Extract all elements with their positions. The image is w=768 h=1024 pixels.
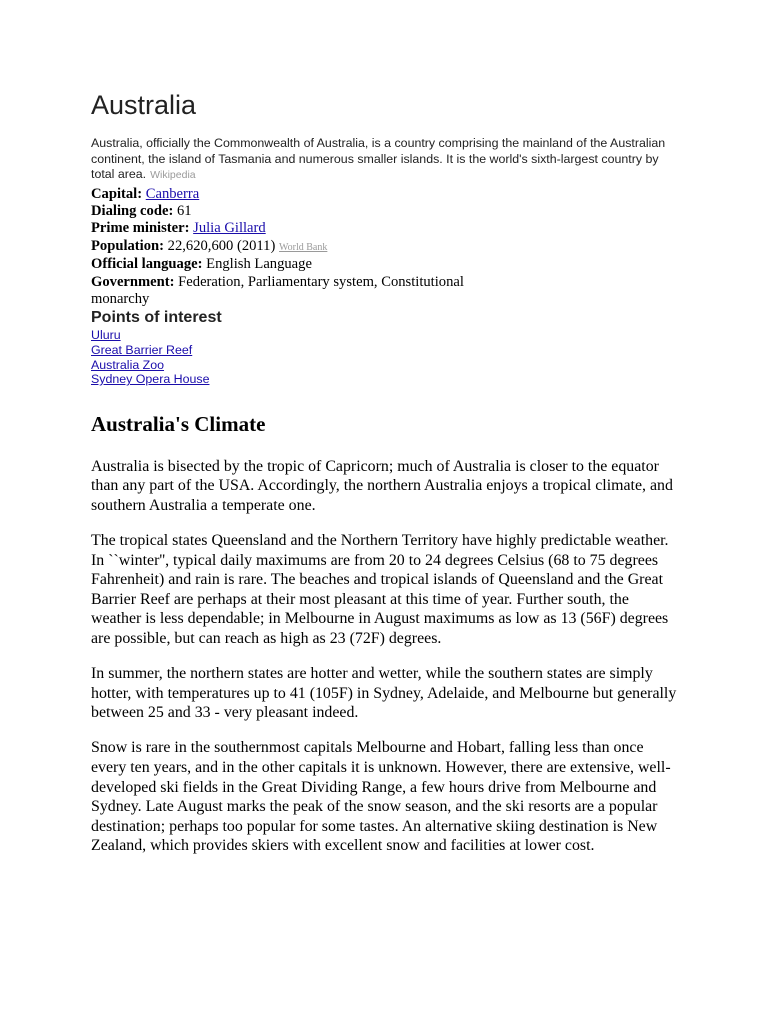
poi-link-sydney-opera-house[interactable]: Sydney Opera House [91,372,210,387]
fact-label: Capital: [91,185,143,202]
list-item [91,343,681,358]
article-paragraph: The tropical states Queensland and the Northern Territory have highly predictable weather. In ``winter'', typical daily maximums are from 20 to 24 degrees Celsius (68 to 75 degrees Fahrenheit) and rain is rare. The beaches and tropical islands of Queensland and the Great Barrier Reef are perhaps at their most pleasant at this time of year. Further south, the weather is less dependable; in Melbourne in August maximums as low as 13 (56F) degrees are possible, but can reach as high as 23 (72F) degrees. [91,532,669,647]
article-paragraph: Snow is rare in the southernmost capitals Melbourne and Hobart, falling less than once every ten years, and in the other capitals it is unknown. However, there are extensive, well-developed ski fields in the Great Dividing Range, a few hours drive from Melbourne and Sydney. Late August marks the peak of the snow season, and the ski resorts are a popular destination; perhaps too popular for some tastes. An alternative skiing destination is New Zealand, which provides skiers with excellent snow and facilities at lower cost. [91,739,671,855]
points-of-interest-list [91,328,681,386]
article-title: Australia's Climate [91,411,266,436]
knowledge-panel-description [91,136,681,184]
fact-label: Official language: [91,256,203,273]
fact-label: Prime minister: [91,220,190,237]
fact-label: Government: [91,273,175,290]
points-of-interest-heading: Points of interest [91,309,222,327]
fact-population [91,238,491,256]
capital-link[interactable]: Canberra [145,185,200,202]
list-item [91,328,681,343]
population-source-link[interactable]: World Bank [279,241,328,253]
article-paragraph: Australia is bisected by the tropic of Capricorn; much of Australia is closer to the equator than any part of the USA. Accordingly, the northern Australia enjoys a tropical climate, and southern Australia a temperate one. [91,457,673,514]
fact-value: Federation, Parliamentary system, Constitutional monarchy [91,273,464,307]
article-paragraph: In summer, the northern states are hotter and wetter, while the southern states are simply hotter, with temperatures up to 41 (105F) in Sydney, Adelaide, and Melbourne but generally between 25 and 33 - very pleasant indeed. [91,665,677,722]
fact-label: Dialing code: [91,202,174,219]
description-text: Australia, officially the Commonwealth of Australia, is a country comprising the mainland of the Australian continent, the island of Tasmania and numerous smaller islands. It is the world's sixth-largest country by total area. [91,136,666,181]
knowledge-panel [91,88,681,387]
fact-value: 61 [176,202,192,219]
fact-value: 22,620,600 (2011) [167,237,276,254]
description-source-link[interactable]: Wikipedia [150,169,196,181]
knowledge-panel-title: Australia [91,90,197,120]
document-page [91,88,681,871]
prime-minister-link[interactable]: Julia Gillard [193,220,266,237]
fact-official-language [91,256,491,273]
fact-dialing-code [91,203,491,220]
poi-link-great-barrier-reef[interactable]: Great Barrier Reef [91,342,193,357]
fact-capital [91,186,491,203]
fact-prime-minister [91,220,491,237]
facts-list [91,186,491,309]
poi-link-australia-zoo[interactable]: Australia Zoo [91,357,165,372]
fact-label: Population: [91,237,164,254]
list-item [91,372,681,387]
list-item [91,358,681,373]
fact-value: English Language [206,256,312,273]
poi-link-uluru[interactable]: Uluru [91,328,121,343]
climate-article [91,411,681,856]
fact-government [91,274,491,309]
